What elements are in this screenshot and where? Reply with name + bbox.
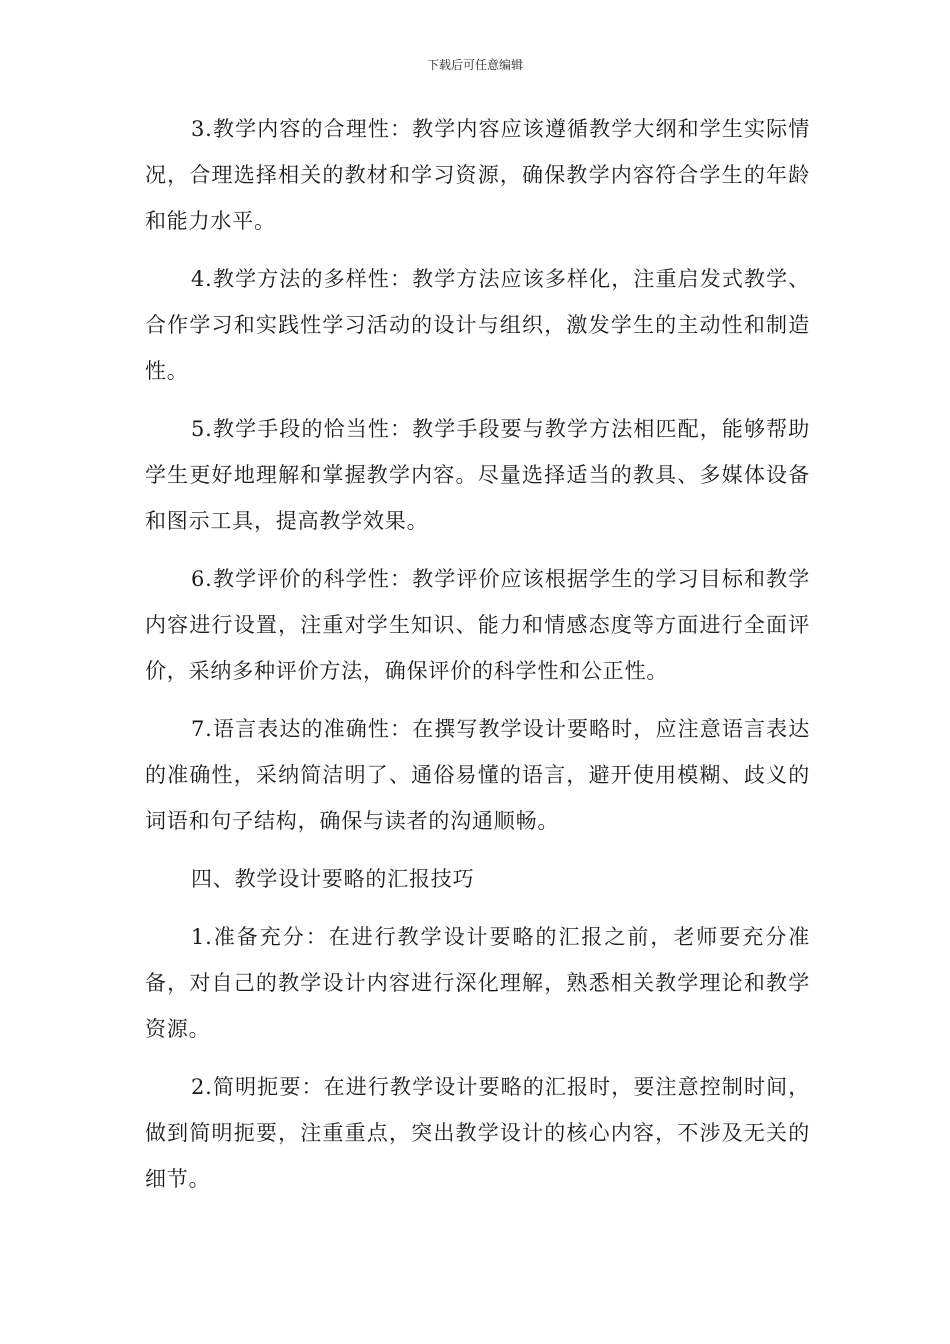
header-note: 下载后可任意编辑: [426, 58, 523, 72]
paragraph-item-4: 4.教学方法的多样性：教学方法应该多样化，注重启发式教学、合作学习和实践性学习活动的设计与组织，激发学生的主动性和制造性。: [145, 267, 810, 383]
paragraph-item-5: 5.教学手段的恰当性：教学手段要与教学方法相匹配，能够帮助学生更好地理解和掌握教学内容。尽量选择适当的教具、多媒体设备和图示工具，提高教学效果。: [145, 417, 810, 533]
paragraph-tip-1: 1.准备充分：在进行教学设计要略的汇报之前，老师要充分准备，对自己的教学设计内容进行深化理解，熟悉相关教学理论和教学资源。: [145, 925, 810, 1041]
paragraph-tip-2: 2.简明扼要：在进行教学设计要略的汇报时，要注意控制时间，做到简明扼要，注重重点，突出教学设计的核心内容，不涉及无关的细节。: [145, 1075, 810, 1191]
paragraph-item-3: 3.教学内容的合理性：教学内容应该遵循教学大纲和学生实际情况，合理选择相关的教材和学习资源，确保教学内容符合学生的年龄和能力水平。: [145, 117, 810, 233]
paragraph-item-6: 6.教学评价的科学性：教学评价应该根据学生的学习目标和教学内容进行设置，注重对学生知识、能力和情感态度等方面进行全面评价，采纳多种评价方法，确保评价的科学性和公正性。: [145, 567, 810, 683]
section-heading: 四、教学设计要略的汇报技巧: [191, 867, 475, 891]
paragraph-item-7: 7.语言表达的准确性：在撰写教学设计要略时，应注意语言表达的准确性，采纳简洁明了、通俗易懂的语言，避开使用模糊、歧义的词语和句子结构，确保与读者的沟通顺畅。: [145, 717, 810, 833]
document-body: [145, 106, 810, 1214]
